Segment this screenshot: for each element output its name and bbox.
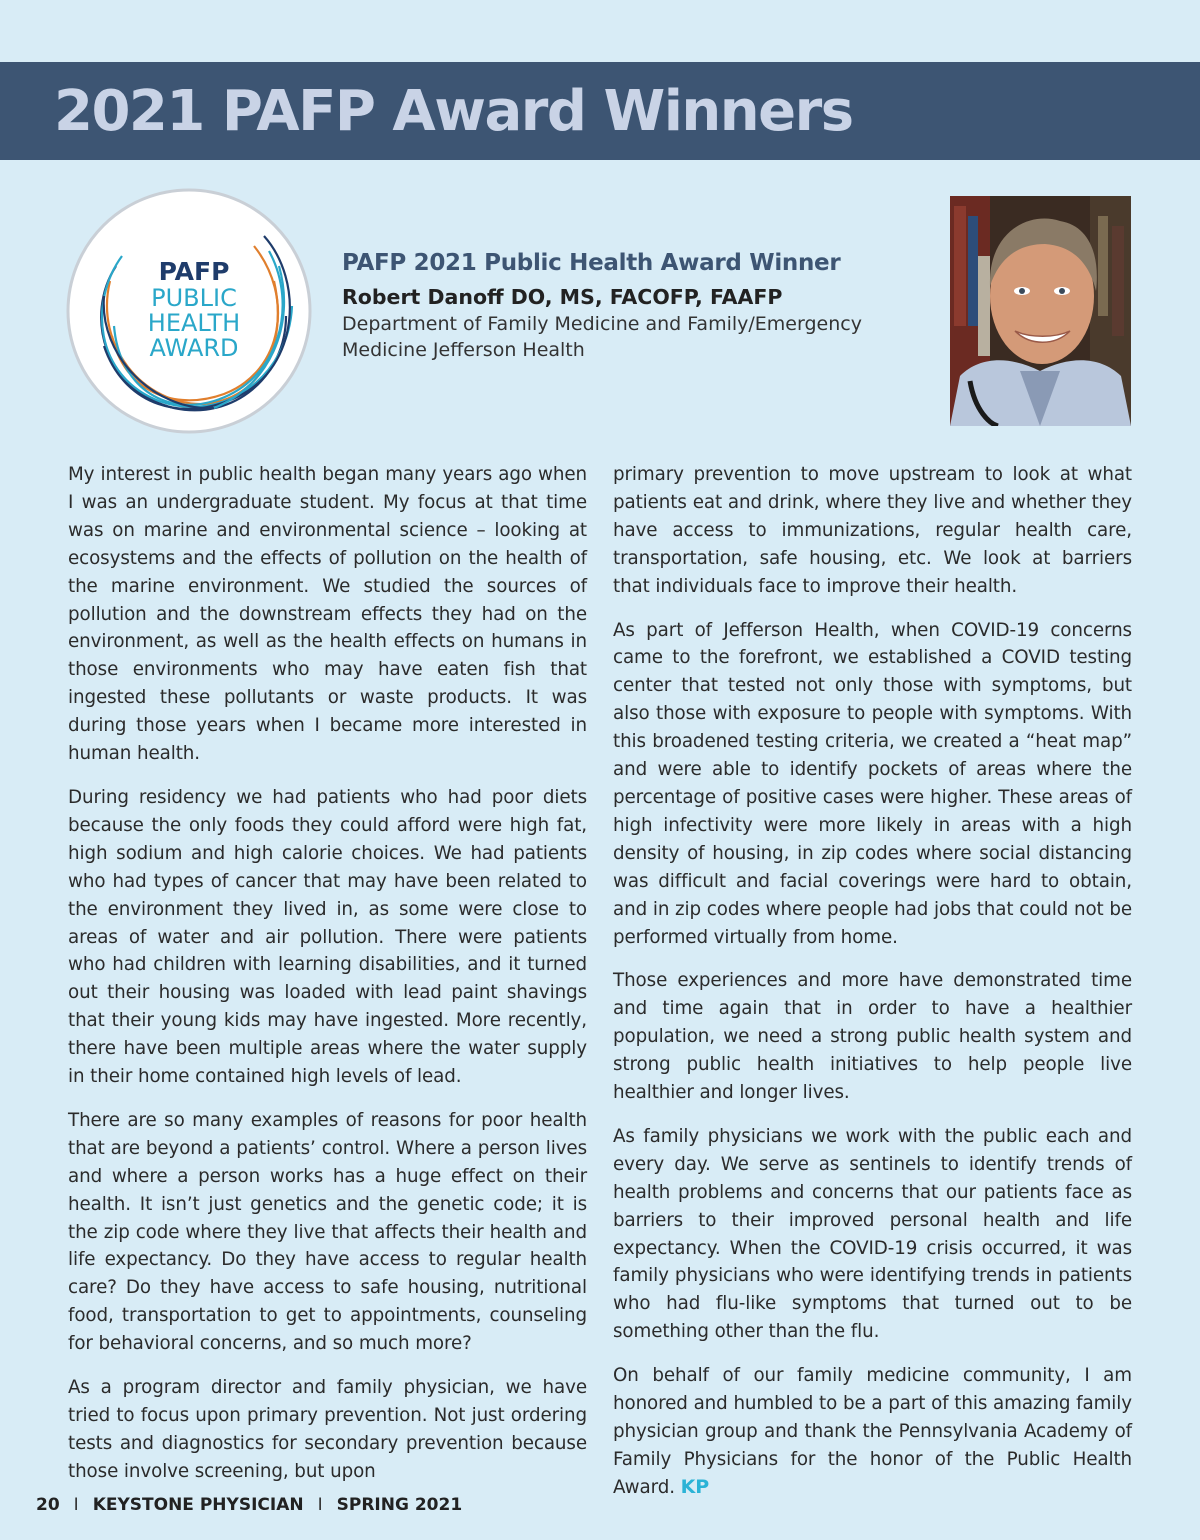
- page-title: 2021 PAFP Award Winners: [54, 79, 853, 144]
- article-paragraph: During residency we had patients who had poor diets because the only foods they could afford were high fat, high sodium and high calorie choices. We had patients who had types of cancer that may have been related to the environment they lived in, as some were close to areas of water and air pollution. There were patients who had children with learning disabilities, and it turned out their housing was loaded with lead paint shavings that their young kids may have ingested. More recently, there have been multiple areas where the water supply in their home contained high levels of lead.: [68, 786, 587, 1088]
- article-paragraph: primary prevention to move upstream to look at what patients eat and drink, where they live and whether they have access to immunizations, regular health care, transportation, safe housing, etc. We look at barriers that individuals face to improve their health.: [613, 464, 1132, 597]
- award-badge-logo: [64, 186, 314, 436]
- page-footer: [36, 1495, 462, 1515]
- badge-text-pafp: PAFP: [158, 257, 230, 286]
- award-title: PAFP 2021 Public Health Award Winner: [342, 250, 841, 276]
- winner-department: Department of Family Medicine and Family/Emergency Medicine Jefferson Health: [342, 313, 862, 361]
- article-paragraph: My interest in public health began many years ago when I was an undergraduate student. My focus at that time was on marine and environmental science – looking at ecosystems and the effects of pollution on the health of the marine environment. We studied the sources of pollution and the downstream effects they had on the environment, as well as the health effects on humans in those environments who may have eaten fish that ingested these pollutants or waste products. It was during those years when I became more interested in human health.: [68, 464, 587, 765]
- article-column-left: [68, 461, 587, 1502]
- page-number: 20: [36, 1495, 60, 1515]
- winner-portrait-photo: [950, 196, 1131, 426]
- end-mark-kp: KP: [680, 1475, 710, 1498]
- article-paragraph: As family physicians we work with the public each and every day. We serve as sentinels to identify trends of health problems and concerns that our patients face as barriers to their improved personal health and life expectancy. When the COVID-19 crisis occurred, it was family physicians who were identifying trends in patients who had flu-like symptoms that turned out to be something other than the flu.: [613, 1125, 1132, 1343]
- article-paragraph: There are so many examples of reasons for poor health that are beyond a patients’ control. Where a person lives and where a person works has a huge effect on their health. It isn’t just genetics and the genetic code; it is the zip code where they live that affects their health and life expectancy. Do they have access to regular health care? Do they have access to safe housing, nutritional food, transportation to get to appointments, counseling for behavioral concerns, and so much more?: [68, 1109, 587, 1355]
- article-paragraph: As part of Jefferson Health, when COVID-19 concerns came to the forefront, we established a COVID testing center that tested not only those with symptoms, but also those with exposure to people with symptoms. With this broadened testing criteria, we created a “heat map” and were able to identify pockets of areas where the percentage of positive cases were higher. These areas of high infectivity were more likely in areas with a high density of housing, in zip codes where social distancing was difficult and facial coverings were hard to obtain, and in zip codes where people had jobs that could not be performed virtually from home.: [613, 619, 1132, 948]
- award-header: [342, 248, 932, 363]
- badge-text-health: HEALTH: [147, 309, 241, 337]
- issue-label: SPRING 2021: [336, 1495, 463, 1515]
- publication-name: KEYSTONE PHYSICIAN: [92, 1495, 304, 1515]
- article-paragraph-final: [613, 1362, 1132, 1502]
- footer-separator: I: [317, 1495, 323, 1515]
- article-paragraph-final-text: On behalf of our family medicine community, I am honored and humbled to be a part of this amazing family physician group and thank the Pennsylvania Academy of Family Physicians for the honor of the Public Health Award.: [613, 1365, 1132, 1498]
- badge-text-public: PUBLIC: [151, 284, 237, 312]
- title-banner: [0, 62, 1200, 160]
- article-paragraph: As a program director and family physician, we have tried to focus upon primary prevention. Not just ordering tests and diagnostics for secondary prevention because those involve screening, but upon: [68, 1377, 587, 1482]
- footer-separator: I: [73, 1495, 79, 1515]
- article-paragraph: Those experiences and more have demonstrated time and time again that in order to have a healthier population, we need a strong public health system and strong public health initiatives to help people live healthier and longer lives.: [613, 970, 1132, 1104]
- badge-text-award: AWARD: [149, 334, 239, 362]
- article-column-right: [613, 461, 1132, 1518]
- winner-name: Robert Danoff DO, MS, FACOFP, FAAFP: [342, 285, 783, 309]
